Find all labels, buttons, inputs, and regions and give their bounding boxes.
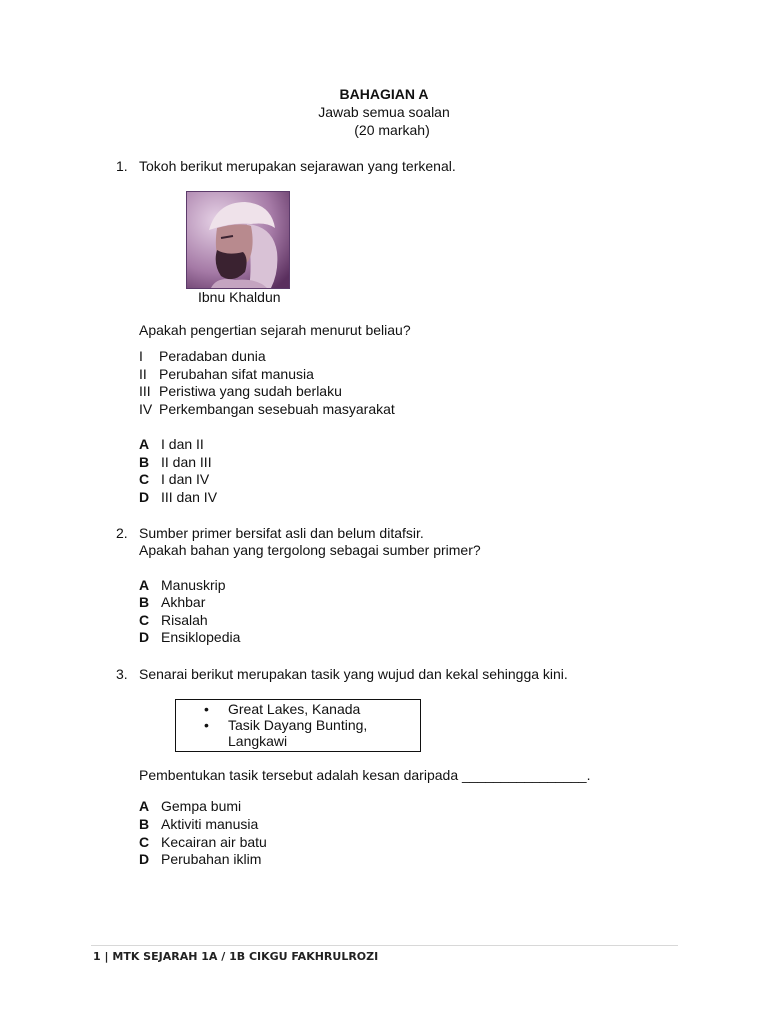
option-letter: B xyxy=(139,594,150,610)
statement-numeral: III xyxy=(139,383,151,399)
option-letter: B xyxy=(139,454,150,470)
footer-separator: | xyxy=(104,950,109,963)
page-number: 1 xyxy=(93,950,101,963)
question-3-prompt: Pembentukan tasik tersebut adalah kesan daripada ________________. xyxy=(139,767,591,783)
statement-4 xyxy=(139,401,395,417)
statement-text: Peristiwa yang sudah berlaku xyxy=(159,383,342,399)
option-letter: D xyxy=(139,629,150,645)
ibnu-khaldun-portrait xyxy=(186,191,290,289)
lake-list-item-continued: Langkawi xyxy=(228,733,288,749)
section-marks: (20 markah) xyxy=(354,122,430,138)
statement-text: Perkembangan sesebuah masyarakat xyxy=(159,401,395,417)
option-letter: C xyxy=(139,834,150,850)
bullet-icon: • xyxy=(204,701,209,717)
section-title: BAHAGIAN A xyxy=(339,86,429,102)
option-text: Ensiklopedia xyxy=(161,629,241,645)
statement-3 xyxy=(139,383,342,399)
q2-option-c[interactable] xyxy=(139,612,208,628)
option-letter: D xyxy=(139,851,150,867)
statement-1 xyxy=(139,348,266,364)
q1-option-c[interactable] xyxy=(139,471,209,487)
question-1-prompt: Apakah pengertian sejarah menurut beliau? xyxy=(139,322,411,338)
q3-option-b[interactable] xyxy=(139,816,258,832)
option-text: Gempa bumi xyxy=(161,798,242,814)
portrait-illustration xyxy=(187,192,289,288)
option-text: I dan IV xyxy=(161,471,210,487)
option-letter: A xyxy=(139,436,150,452)
option-text: Akhbar xyxy=(161,594,206,610)
q2-option-a[interactable] xyxy=(139,577,226,593)
option-text: Perubahan iklim xyxy=(161,851,262,867)
statement-text: Peradaban dunia xyxy=(159,348,266,364)
question-2-text-line2: Apakah bahan yang tergolong sebagai sumber primer? xyxy=(139,542,481,558)
option-letter: B xyxy=(139,816,150,832)
option-text: I dan II xyxy=(161,436,204,452)
section-instruction: Jawab semua soalan xyxy=(318,104,450,120)
statement-numeral: I xyxy=(139,348,143,364)
q2-option-b[interactable] xyxy=(139,594,205,610)
option-letter: C xyxy=(139,471,150,487)
option-text: Aktiviti manusia xyxy=(161,816,259,832)
lake-list-item: Great Lakes, Kanada xyxy=(228,701,361,717)
option-text: Risalah xyxy=(161,612,208,628)
q1-option-d[interactable] xyxy=(139,489,217,505)
option-text: Kecairan air batu xyxy=(161,834,267,850)
lake-list-box xyxy=(175,699,421,752)
portrait-caption: Ibnu Khaldun xyxy=(198,289,281,305)
statement-numeral: II xyxy=(139,366,147,382)
question-3-number: 3. xyxy=(116,666,128,682)
statement-numeral: IV xyxy=(139,401,153,417)
question-2-number: 2. xyxy=(116,525,128,541)
q1-option-a[interactable] xyxy=(139,436,204,452)
question-3-text: Senarai berikut merupakan tasik yang wujud dan kekal sehingga kini. xyxy=(139,666,568,682)
option-letter: A xyxy=(139,577,150,593)
q2-option-d[interactable] xyxy=(139,629,240,645)
question-1-number: 1. xyxy=(116,158,128,174)
option-text: Manuskrip xyxy=(161,577,226,593)
footer-text: MTK SEJARAH 1A / 1B CIKGU FAKHRULROZI xyxy=(112,950,379,963)
footer-divider xyxy=(91,945,678,946)
question-2-text-line1: Sumber primer bersifat asli dan belum ditafsir. xyxy=(139,525,424,541)
q3-option-c[interactable] xyxy=(139,834,267,850)
statement-text: Perubahan sifat manusia xyxy=(159,366,314,382)
q1-option-b[interactable] xyxy=(139,454,212,470)
option-letter: A xyxy=(139,798,150,814)
option-letter: D xyxy=(139,489,150,505)
q3-option-d[interactable] xyxy=(139,851,261,867)
question-1-text: Tokoh berikut merupakan sejarawan yang terkenal. xyxy=(139,158,456,174)
lake-list-item: Tasik Dayang Bunting, xyxy=(228,717,368,733)
bullet-icon: • xyxy=(204,717,209,733)
page-footer xyxy=(93,950,378,963)
q3-option-a[interactable] xyxy=(139,798,241,814)
statement-2 xyxy=(139,366,314,382)
option-text: III dan IV xyxy=(161,489,218,505)
option-text: II dan III xyxy=(161,454,212,470)
option-letter: C xyxy=(139,612,150,628)
